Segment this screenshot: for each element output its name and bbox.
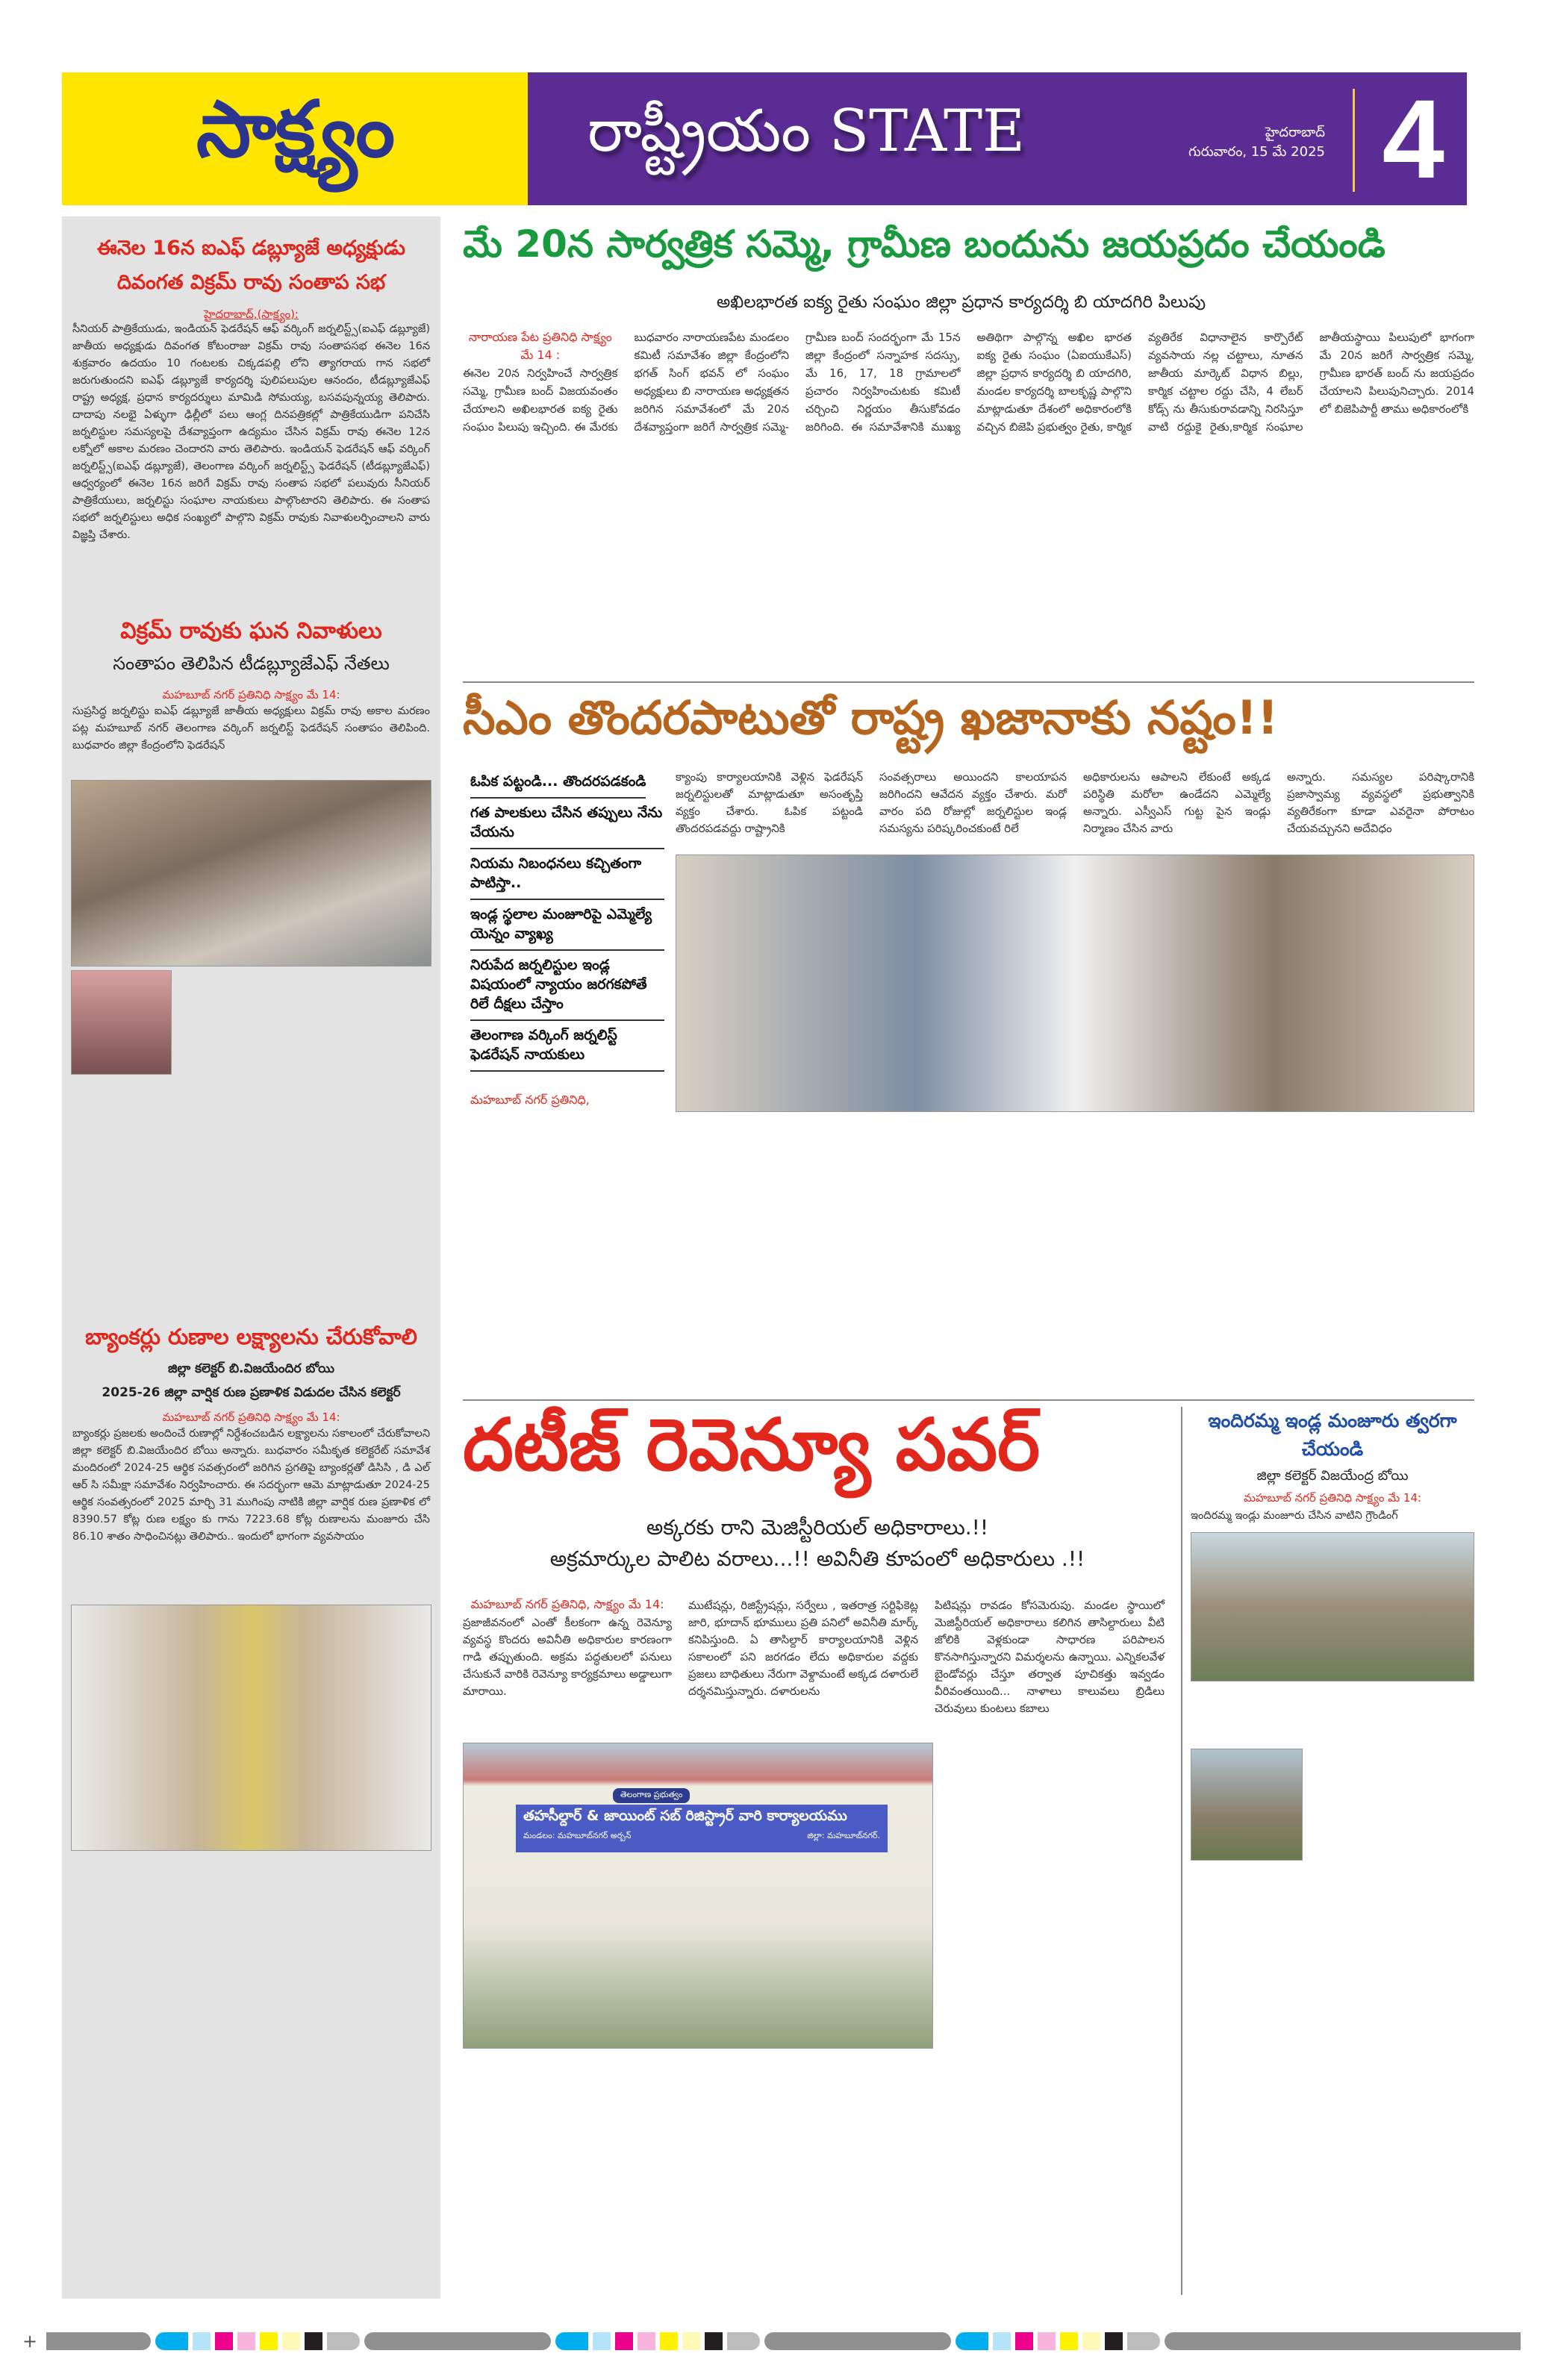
pull-quote: ఇండ్ల స్థలాల మంజూరిపై ఎమ్మెల్యే యెన్నం వ్యాఖ్య — [470, 900, 664, 951]
story-headline: విక్రమ్ రావుకు ఘన నివాళులు — [120, 618, 382, 644]
story-body: ఈనెల 20న నిర్వహించే సార్వత్రిక సమ్మె, గ్రామీణ బంద్ విజయవంతం చేయాలని అఖిలభారత ఐక్య రైతు సంఘం పిలుపు ఇచ్చింది. ఈ మేరకు బుధవారం నారాయణపేట మండలం కమిటీ సమావేశం జిల్లా కేంద్రంలోని భగత్ సింగ్ భవన్ లో సంఘం అధ్యక్షులు బి నారాయణ అధ్యక్షతన జరిగిన సమావేశంలో మే 20న దేశవ్యాప్తంగా జరిగే సార్వత్రిక సమ్మె- గ్రామీణ బంద్ సందర్భంగా మే 15న జిల్లా కేంద్రంలో సన్నాహక సదస్సు, మే 16, 17, 18 గ్రామాలలో ప్రచారం నిర్వహించుటకు కమిటీ చర్చించి నిర్ణయం తీసుకోవడం జరిగింది. ఈ సమావేశానికి ముఖ్య అతిథిగా పాల్గొన్న అఖిల భారత ఐక్య రైతు సంఘం (ఏఐయుకేఎస్) జిల్లా ప్రధాన కార్యదర్శి బి యాదగిరి, మండల కార్యదర్శి బాలకృష్ణ పాల్గొని మాట్లాడుతూ దేశంలో అధికారంలోకి వచ్చిన బిజెపి ప్రభుత్వం రైతు, కార్మిక వ్యతిరేక విధానాలైన కార్పొరేట్ వ్యవసాయ నల్ల చట్టాలు, నూతన జాతీయ మార్కెట్ విధాన బిల్లు, కార్మిక చట్టాల రద్దు చేసి, 4 లేబర్ కోడ్స్ ను తీసుకురావడాన్ని నిరసిస్తూ వాటి రద్దుకై రైతు,కార్మిక సంఘాల జాతీయస్థాయి పిలుపులో భాగంగా మే 20న జరిగే సార్వత్రిక సమ్మె, గ్రామీణ భారత్ బంద్ ను జయప్రదం చేయాలని పిలుపునిచ్చారు. 2014 లో బిజెపిపార్టీ తాము అధికారంలోకి — [463, 331, 1474, 434]
pull-quotes — [470, 767, 664, 1110]
newspaper-logo: సాక్ష్యం — [62, 72, 528, 205]
top-story-subhead: అఖిలభారత ఐక్య రైతు సంఘం జిల్లా ప్రధాన కార్యదర్శి బి యాదగిరి పిలుపు — [716, 293, 1206, 312]
story-body: సీనియర్ పాత్రికేయుడు, ఇండియన్ ఫెడరేషన్ ఆఫ్ వర్కింగ్ జర్నలిస్ట్స్(ఐఎఫ్ డబ్ల్యూజే) జాతీయ అధ్యక్షుడు దివంగత కోటంరాజు విక్రమ్ రావు సంతాపసభ ఈనెల 16న శుక్రవారం ఉదయం 10 గంటలకు చిక్కడపల్లి లోని త్యాగరాయ గాన సభలో జరుగుతుందని ఐఎఫ్ డబ్ల్యూజే కార్యదర్శి పులిపలుపుల ఆనందం, టీడబ్ల్యూజేఎఫ్ రాష్ట్ర అధ్యక్ష, ప్రధాన కార్యదర్శులు మామిడి సోమయ్య, బసవపున్నయ్య తెలిపారు. దాదాపు నలభై ఏళ్ళుగా ఢిల్లీలో పలు ఆంగ్ల దినపత్రికల్లో పాత్రికేయుడిగా పనిచేసి జర్నలిస్టుల సమస్యలపై దేశవ్యాప్తంగా ఉద్యమం చేసిన విక్రమ్ రావు ఈనెల 12న లక్నోలో అకాల మరణం చెందారని వారు తెలిపారు. ఇండియన్ ఫెడరేషన్ ఆఫ్ వర్కింగ్ జర్నలిస్ట్స్(ఐఎఫ్ డబ్ల్యూజే), తెలంగాణ వర్కింగ్ జర్నలిస్ట్స్ ఫెడరేషన్ (టీడబ్ల్యూజేఎఫ్) ఆధ్వర్యంలో ఈనెల 16న జరిగే విక్రమ్ రావు సంతాప సభలో పలువురు సీనియర్ పాత్రికేయులు, జర్నలిస్టు సంఘాల నాయకులు పాల్గొంటారని తెలిపారు. ఈ సంతాప సభలో జర్నలిస్టులు అధిక సంఖ్యలో పాల్గొని విక్రమ్ రావుకు నివాళులర్పించాలని వారు విజ్ఞప్తి చేశారు. — [72, 323, 430, 541]
left-column — [62, 216, 440, 2299]
story-body: బ్యాంకర్లు ప్రజలకు అందించే రుణాల్లో నిర్దేశంచబడిన లక్ష్యాలను సకాలంలో చేరుకోవాలని జిల్లా కలెక్టర్ బి.విజయేందిర బోయి అన్నారు. బుధవారం సమీకృత కలెక్టరేట్ సమావేశ మందిరంలో 2024-25 ఆర్థిక సవత్సరంలో జరిగిన ప్రగతిపై బ్యాంకర్లతో డిసిసి , డి ఎల్ ఆర్ సి సమీక్షా సమావేశం నిర్వహించారు. ఈ సదర్భంగా ఆమె మాట్లాడుతూ 2024-25 ఆర్థిక సంవత్సరంలో 2025 మార్చి 31 ముగింపు నాటికి జిల్లా వార్షిక రుణ ప్రణాళిక లో 8390.57 కోట్ల రుణ లక్ష్యం కు గాను 7223.68 కోట్ల రుణాలను మంజూరు చేసి 86.10 శాతం సాధించినట్లు తెలిపారు.. ఇందులో భాగంగా వ్యవసాయం — [72, 1428, 430, 1543]
collector-photo — [71, 1605, 431, 1851]
dateline: మహబూబ్ నగర్ ప్రతినిధి సాక్ష్యం మే 14: — [162, 1411, 340, 1424]
second-story-columns — [676, 769, 1474, 837]
top-story-columns — [463, 328, 1474, 672]
story-body: ప్రజాజీవనంలో ఎంతో కీలకంగా ఉన్న రెవెన్యూ వ్యవస్థ కొందరు అవినీతి అధికారుల కారణంగా గాడి తప్పుతుంది. అక్రమ పద్ధతులలో పనులు చేసుకునే వారికి రెవెన్యూ కార్యక్రమాలు అడ్డాలుగా మారాయి. — [463, 1616, 672, 1698]
site-inspection-photo — [1191, 1532, 1474, 1681]
pull-quote: ఓపిక పట్టండి... తొందరపడకండి — [470, 767, 646, 799]
pull-quote: గత పాలకులు చేసిన తప్పులు నేను చేయను — [470, 799, 664, 849]
sign-district: జిల్లా: మహబూబ్‌నగర్. — [807, 1831, 880, 1840]
story-subhead: సంతాపం తెలిపిన టీడబ్ల్యూజేఎఫ్ నేతలు — [113, 653, 390, 674]
pull-quote: నిరుపేద జర్నలిస్టుల ఇండ్ల విషయంలో న్యాయం జరగకపోతే రిలే దీక్షలు చేస్తాం — [470, 951, 664, 1021]
right-box-subhead: జిల్లా కలెక్టర్ విజయేంద్ర బోయి — [1256, 1468, 1409, 1484]
story-headline: బ్యాంకర్లు రుణాల లక్ష్యాలను చేరుకోవాలి — [85, 1324, 417, 1349]
pull-quote: నియమ నిబంధనలు కచ్చితంగా పాటిస్తా.. — [470, 849, 664, 900]
dateline: మహబూబ్ నగర్ ప్రతినిధి, సాక్ష్యం మే 14: — [470, 1597, 664, 1611]
sign-top: తెలంగాణ ప్రభుత్వం — [613, 1788, 690, 1803]
right-box-headline: ఇందిరమ్మ ఇండ్ల మంజూరు త్వరగా చేయండి — [1208, 1410, 1457, 1460]
second-story-headline: సీఎం తొందరపాటుతో రాష్ట్ర ఖజానాకు నష్టం!! — [463, 690, 1279, 745]
right-box — [1191, 1407, 1474, 1861]
section-banner — [528, 72, 1467, 205]
story-body: ఇందిరమ్మ ఇండ్లు మంజూరు చేసిన వాటిని గ్రౌండింగ్ — [1191, 1510, 1398, 1522]
divider — [463, 1399, 1474, 1401]
dateline: నారాయణ పేట ప్రతినిధి సాక్ష్యం మే 14 : — [468, 330, 612, 362]
third-story-subhead: అక్కరకు రాని మెజిస్టీరియల్ అధికారాలు.!! — [646, 1515, 989, 1540]
story-body: పిటిషన్లు రావడం కోసమెరుపు. మండల స్థాయిలో మెజిస్టీరియల్ అధికారాలు కలిగిన తాసిల్దారులు వీటి జోలికి వెళ్లకుండా సాధారణ పరిపాలన కొనసాగిస్తున్నారని విమర్శలను ఉన్నాయి. ఎన్నికలవేళ బైండోవర్లు చేస్తూ తర్వాత పూచికత్తు ఇవ్వడం వీరివంతయింది... నాళాలు కాలువలు బ్రిడిలు చెరువులు కుంటలు కబాలు — [935, 1599, 1165, 1715]
site-inspection-photo-2 — [1191, 1749, 1303, 1861]
edition-city: హైదరాబాద్ — [1265, 125, 1325, 140]
print-color-bar — [22, 2332, 1521, 2350]
dateline: మహబూబ్ నగర్ ప్రతినిధి సాక్ష్యం మే 14: — [162, 688, 340, 702]
divider — [463, 681, 1474, 683]
office-sign — [516, 1805, 888, 1852]
story-body: అధికారులను ఆపాలని లేకుంటే అక్కడ పరిస్థితి మరోలా ఉండేదని ఎమ్మెల్యే అన్నారు. ఎస్వీఎస్ గుట్ట పైన ఇండ్లు నిర్మాణం చేసిన వారు — [1083, 770, 1271, 835]
news-photo-tribute — [71, 780, 431, 966]
section-title: రాష్ట్రీయం STATE — [587, 98, 1025, 165]
crop-mark-icon: + — [22, 2331, 38, 2352]
tahsildar-office-photo — [463, 1743, 933, 2049]
page-number: 4 — [1382, 76, 1444, 202]
pull-quote: తెలంగాణ వర్కింగ్ జర్నలిస్ట్ ఫెడరేషన్ నాయకులు — [470, 1021, 664, 1072]
story-body: సంవత్సరాలు అయిందని కాలయాపన జరిగిందని ఆవేదన వ్యక్తం చేశారు. మరో వారం పది రోజుల్లో జర్నలిస్టుల ఇండ్ల సమస్యను పరిష్కరించకుంటే రిలే — [879, 770, 1067, 835]
story-body: సుప్రసిద్ధ జర్నలిస్టు ఐఎఫ్ డబ్ల్యూజే జాతీయ అధ్యక్షులు విక్రమ్ రావు అకాల మరణం పట్ల మహబూబ్ నగర్ తెలంగాణ వర్కింగ్ జర్నలిస్ట్ ఫెడరేషన్ సంతాపం తెలిపింది. బుధవారం జిల్లా కేంద్రంలోని ఫెడరేషన్ — [72, 705, 430, 752]
story-subhead: 2025-26 జిల్లా వార్షిక రుణ ప్రణాళిక విడుదల చేసిన కలెక్టర్ — [102, 1385, 401, 1400]
top-story-headline: మే 20న సార్వత్రిక సమ్మె, గ్రామీణ బందును జయప్రదం చేయండి — [463, 222, 1385, 266]
third-story-columns — [463, 1597, 1165, 1717]
dateline: మహబూబ్ నగర్ ప్రతినిధి సాక్ష్యం మే 14: — [1243, 1491, 1422, 1505]
sign-mandal: మండలం: మహబూబ్‌నగర్ అర్బన్ — [523, 1831, 632, 1840]
column — [463, 1597, 672, 1717]
sign-text: తహసీల్దార్ & జాయింట్ సబ్ రిజిస్ట్రార్ వారి కార్యాలయము — [523, 1808, 847, 1824]
news-photo-memorandum — [676, 855, 1474, 1112]
divider — [1353, 89, 1355, 192]
story-body: ముటేషన్లు, రిజిస్ట్రేషన్లు, సర్వేలు , ఇతరాత్ర సర్టిఫికెట్ల జారి, భూదాన్ భూములు ప్రతి పనిలో అవినీతి మార్క్ కనిపిస్తుంది. ఏ తాసిల్దార్ కార్యాలయానికి వెళ్లిన సకాలంలో పని జరగడం లేదు అధికారుల వద్దకు ప్రజలు బాధితులు నేరుగా వెళ్దామంటే అక్కడ దళారులే దర్శనమిస్తున్నారు. దళారులను — [688, 1599, 918, 1698]
third-story-subhead: అక్రమార్కుల పాలిట వరాలు...!! అవినీతి కూపంలో అధికారులు .!! — [549, 1546, 1085, 1571]
portrait-photo — [71, 970, 172, 1075]
third-story-headline: దటీజ్ రెవెన్యూ పవర్ — [463, 1403, 1041, 1487]
story-body: క్యాంపు కార్యాలయానికి వెళ్లిన ఫెడరేషన్ జర్నలిస్టులతో మాట్లాడుతూ అసంతృప్తి వ్యక్తం చేశారు. ఓపిక పట్టండి తొందరపడవద్దు రాష్ట్రానికి — [676, 770, 863, 835]
dateline: హైదరాబాద్,(సాక్ష్యం): — [203, 307, 299, 321]
dateline: మహబూబ్ నగర్ ప్రతినిధి, — [470, 1093, 590, 1107]
divider — [1181, 1407, 1182, 2295]
story-body: అన్నారు. సమస్యల పరిష్కారానికి ప్రజాస్వామ్య వ్యవస్థలో ప్రభుత్వానికి వ్యతిరేకంగా కూడా ఎవరైనా పోరాటం చేయవచ్చునని అదేవిధం — [1287, 770, 1474, 835]
story-headline: ఈనెల 16న ఐఎఫ్ డబ్ల్యూజే అధ్యక్షుడు దివంగత విక్రమ్ రావు సంతాప సభ — [96, 237, 406, 294]
story-subhead: జిల్లా కలెక్టర్ బి.విజయేందిర బోయి — [168, 1361, 334, 1376]
edition-date: గురువారం, 15 మే 2025 — [1188, 144, 1325, 160]
